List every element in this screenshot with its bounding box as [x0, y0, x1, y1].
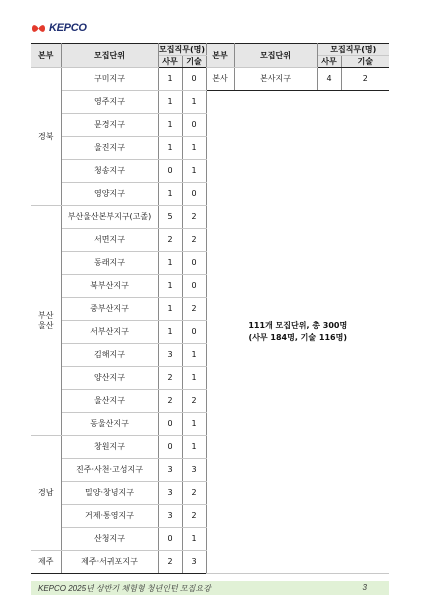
- unit-cell: 중부산지구: [61, 298, 158, 321]
- table-row: [31, 68, 389, 91]
- office-count-cell: 1: [158, 137, 182, 160]
- tech-count-cell: 2: [182, 206, 206, 229]
- unit-cell: 북부산지구: [61, 275, 158, 298]
- office-count-cell: 0: [158, 436, 182, 459]
- tech-count-cell: 2: [182, 505, 206, 528]
- tech-count-cell: 1: [182, 367, 206, 390]
- unit-cell: 서면지구: [61, 229, 158, 252]
- unit-cell: 김해지구: [61, 344, 158, 367]
- tech-count-cell: 1: [182, 344, 206, 367]
- tech-count-cell: 3: [182, 459, 206, 482]
- col-header-unit-right: 모집단위: [234, 44, 317, 68]
- tech-count-cell: 0: [182, 183, 206, 206]
- office-count-cell: 3: [158, 482, 182, 505]
- unit-cell: 산청지구: [61, 528, 158, 551]
- hq-tech-count-cell: 2: [341, 68, 389, 91]
- col-header-positions-right: 모집직무(명): [317, 44, 389, 56]
- hq-region-cell: 본사: [206, 68, 234, 91]
- page-footer: [31, 581, 389, 595]
- office-count-cell: 2: [158, 551, 182, 574]
- table-row: [31, 91, 389, 114]
- tech-count-cell: 1: [182, 528, 206, 551]
- unit-cell: 동래지구: [61, 252, 158, 275]
- office-count-cell: 1: [158, 298, 182, 321]
- summary-line-1: 111개 모집단위, 총 300명: [248, 321, 348, 330]
- office-count-cell: 0: [158, 413, 182, 436]
- unit-cell: 양산지구: [61, 367, 158, 390]
- region-cell: 제주: [31, 551, 61, 574]
- region-cell: 부산 울산: [31, 206, 61, 436]
- col-header-tech: 기술: [182, 56, 206, 68]
- tech-count-cell: 2: [182, 298, 206, 321]
- tech-count-cell: 2: [182, 390, 206, 413]
- office-count-cell: 1: [158, 275, 182, 298]
- col-header-positions: 모집직무(명): [159, 44, 205, 54]
- tech-count-cell: 0: [182, 275, 206, 298]
- tech-count-cell: 2: [182, 482, 206, 505]
- summary-line-2: (사무 184명, 기술 116명): [248, 333, 348, 342]
- region-cell: 경남: [31, 436, 61, 551]
- footer-title: KEPCO 2025년 상반기 체험형 청년인턴 모집요강: [38, 584, 211, 593]
- office-count-cell: 1: [158, 114, 182, 137]
- office-count-cell: 1: [158, 91, 182, 114]
- office-count-cell: 5: [158, 206, 182, 229]
- tech-count-cell: 0: [182, 68, 206, 91]
- unit-cell: 서부산지구: [61, 321, 158, 344]
- unit-cell: 부산울산본부지구(고졸): [61, 206, 158, 229]
- unit-cell: 구미지구: [61, 68, 158, 91]
- unit-cell: 영양지구: [61, 183, 158, 206]
- unit-cell: 진주·사천·고성지구: [61, 459, 158, 482]
- tech-count-cell: 0: [182, 252, 206, 275]
- unit-cell: 동울산지구: [61, 413, 158, 436]
- office-count-cell: 1: [158, 68, 182, 91]
- page-number: 3: [362, 583, 367, 592]
- col-header-region: 본부: [31, 44, 61, 68]
- tech-count-cell: 0: [182, 321, 206, 344]
- col-header-tech-right: 기술: [341, 56, 389, 68]
- unit-cell: 제주·서귀포지구: [61, 551, 158, 574]
- tech-count-cell: 2: [182, 229, 206, 252]
- summary-cell: [206, 91, 389, 574]
- office-count-cell: 2: [158, 367, 182, 390]
- recruitment-table: [31, 43, 389, 574]
- tech-count-cell: 3: [182, 551, 206, 574]
- office-count-cell: 3: [158, 459, 182, 482]
- office-count-cell: 1: [158, 321, 182, 344]
- col-header-region-right: 본부: [206, 44, 234, 68]
- hq-unit-cell: 본사지구: [234, 68, 317, 91]
- unit-cell: 영주지구: [61, 91, 158, 114]
- office-count-cell: 3: [158, 505, 182, 528]
- office-count-cell: 2: [158, 229, 182, 252]
- hq-office-count-cell: 4: [317, 68, 341, 91]
- unit-cell: 울진지구: [61, 137, 158, 160]
- office-count-cell: 0: [158, 160, 182, 183]
- tech-count-cell: 1: [182, 160, 206, 183]
- tech-count-cell: 1: [182, 91, 206, 114]
- summary-text: [207, 320, 390, 344]
- table-body: [31, 68, 389, 574]
- col-header-office: 사무: [158, 56, 182, 68]
- tech-count-cell: 1: [182, 436, 206, 459]
- unit-cell: 거제·통영지구: [61, 505, 158, 528]
- office-count-cell: 0: [158, 528, 182, 551]
- tech-count-cell: 0: [182, 114, 206, 137]
- unit-cell: 울산지구: [61, 390, 158, 413]
- col-header-unit: 모집단위: [61, 44, 158, 68]
- unit-cell: 창원지구: [61, 436, 158, 459]
- region-cell: 경북: [31, 68, 61, 206]
- kepco-logo-icon: [31, 23, 46, 34]
- tech-count-cell: 1: [182, 413, 206, 436]
- unit-cell: 밀양·창녕지구: [61, 482, 158, 505]
- tech-count-cell: 1: [182, 137, 206, 160]
- unit-cell: 청송지구: [61, 160, 158, 183]
- kepco-logo-text: KEPCO: [49, 22, 87, 34]
- office-count-cell: 1: [158, 252, 182, 275]
- kepco-logo: [31, 21, 87, 35]
- office-count-cell: 1: [158, 183, 182, 206]
- office-count-cell: 2: [158, 390, 182, 413]
- col-header-office-right: 사무: [317, 56, 341, 68]
- unit-cell: 문경지구: [61, 114, 158, 137]
- office-count-cell: 3: [158, 344, 182, 367]
